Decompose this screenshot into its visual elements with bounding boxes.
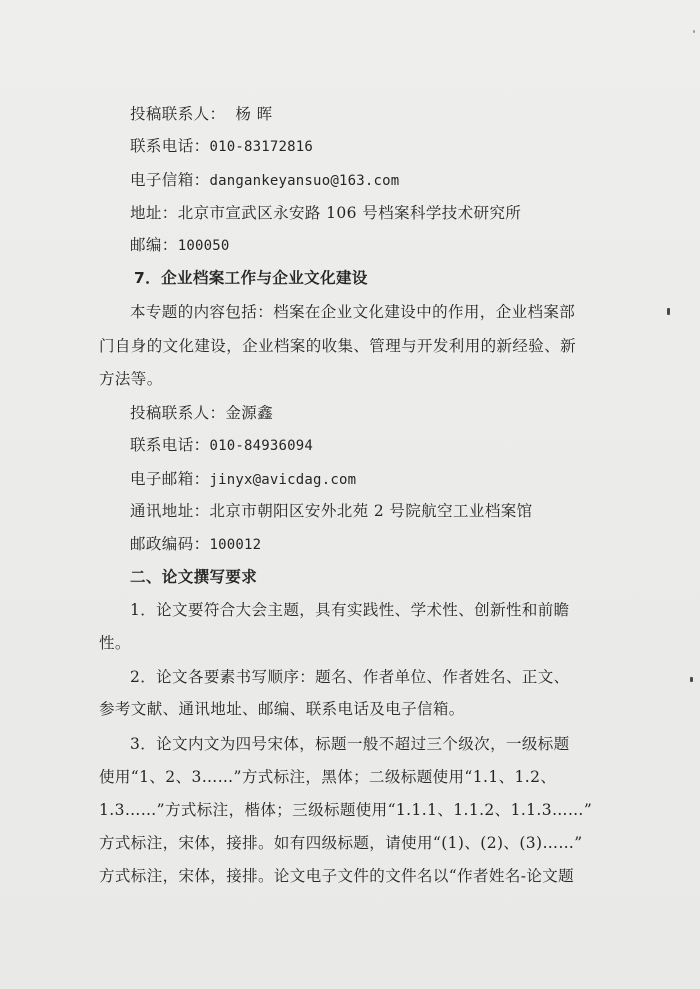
- postcode-value: 100050: [177, 238, 230, 254]
- section7-postcode-label: 邮政编码：: [130, 535, 210, 553]
- section7-postcode-value: 100012: [209, 537, 262, 553]
- section7-desc-line-2: 门自身的文化建设，企业档案的收集、管理与开发利用的新经验、新: [99, 337, 577, 355]
- section7-phone-line: [130, 435, 313, 456]
- section7-contact-label: 投稿联系人：: [130, 404, 226, 422]
- item3-line-3: 1.3……”方式标注，楷体；三级标题使用“1.1.1、1.1.2、1.1.3……”: [99, 801, 593, 819]
- address-line: [130, 203, 521, 223]
- section7-email-label: 电子邮箱：: [130, 470, 210, 488]
- item1-line-2: 性。: [99, 634, 131, 652]
- scan-speck: [690, 677, 693, 682]
- item3-line-5: 方式标注，宋体，接排。论文电子文件的文件名以“作者姓名-论文题: [99, 867, 575, 885]
- section7-phone-value: 010-84936094: [209, 438, 314, 454]
- section7-title: 7．企业档案工作与企业文化建设: [134, 269, 368, 287]
- section7-postcode-line: [130, 534, 261, 555]
- phone-label: 联系电话：: [130, 137, 210, 155]
- contact-line: [130, 104, 273, 124]
- section7-phone-label: 联系电话：: [130, 436, 210, 454]
- email-label: 电子信箱：: [130, 171, 210, 189]
- section7-desc-line-3: 方法等。: [99, 370, 163, 388]
- item2-line-1: 2．论文各要素书写顺序：题名、作者单位、作者姓名、正文、: [130, 668, 570, 686]
- scan-speck: [667, 308, 670, 315]
- section7-desc-line-1: 本专题的内容包括：档案在企业文化建设中的作用，企业档案部: [130, 303, 576, 321]
- email-line: [130, 170, 399, 191]
- section7-contact-line: [130, 403, 273, 423]
- phone-line: [130, 136, 313, 157]
- postcode-label: 邮编：: [130, 236, 178, 254]
- contact-label: 投稿联系人：: [130, 105, 226, 123]
- section7-address-value: 北京市朝阳区安外北苑 2 号院航空工业档案馆: [209, 502, 533, 520]
- email-value: dangankeyansuo@163.com: [209, 173, 400, 189]
- item3-line-4: 方式标注，宋体，接排。如有四级标题，请使用“(1)、(2)、(3)……”: [99, 834, 583, 852]
- scan-speck: [693, 30, 695, 33]
- part2-heading: 二、论文撰写要求: [130, 568, 258, 586]
- item1-line-1: 1．论文要符合大会主题，具有实践性、学术性、创新性和前瞻: [130, 601, 570, 619]
- section7-address-line: [130, 501, 533, 521]
- section7-contact-name: 金源鑫: [225, 404, 274, 422]
- address-value: 北京市宣武区永安路 106 号档案科学技术研究所: [177, 204, 522, 222]
- section7-email-line: [130, 469, 356, 490]
- phone-value: 010-83172816: [209, 139, 314, 155]
- address-label: 地址：: [130, 204, 178, 222]
- item2-line-2: 参考文献、通讯地址、邮编、联系电话及电子信箱。: [99, 700, 465, 718]
- item3-line-2: 使用“1、2、3……”方式标注，黑体；二级标题使用“1.1、1.2、: [99, 768, 557, 786]
- postcode-line: [130, 235, 229, 256]
- section7-address-label: 通讯地址：: [130, 502, 210, 520]
- section7-email-value: jinyx@avicdag.com: [209, 472, 357, 488]
- contact-name: 杨 晖: [235, 105, 273, 123]
- item3-line-1: 3．论文内文为四号宋体，标题一般不超过三个级次，一级标题: [130, 735, 570, 753]
